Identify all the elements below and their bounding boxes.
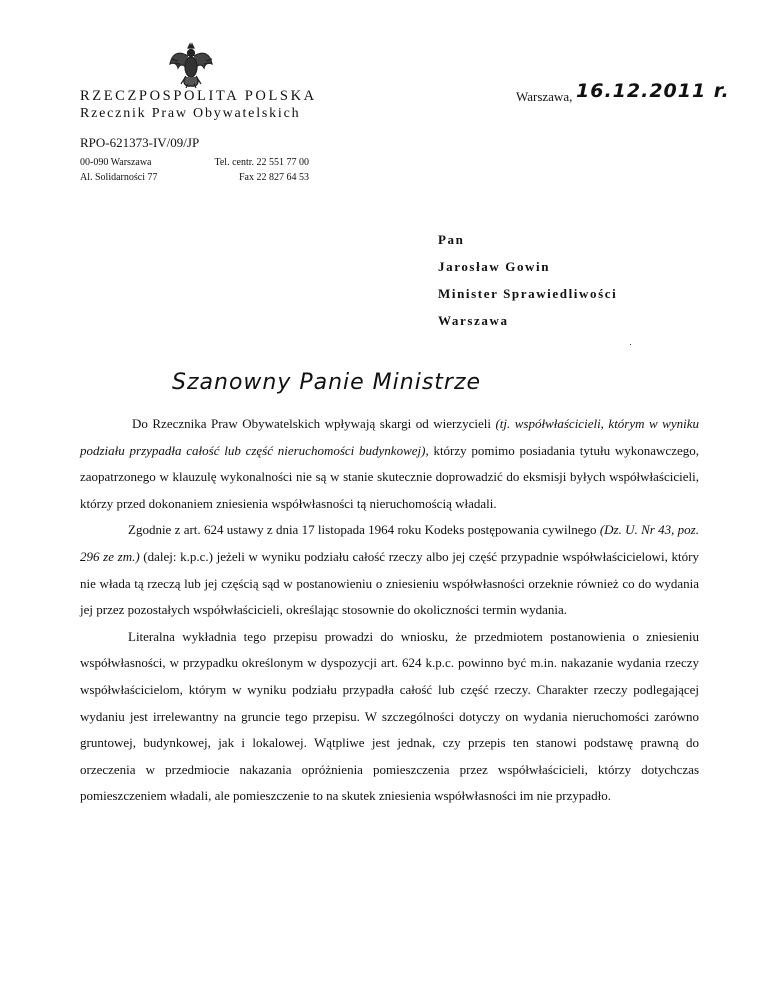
p1-text-end: którzy pomimo posiadania tytułu wykonawczego, zaopatrzonego w klauzulę wykonalności nie są w stanie skutecznie doprowadzić do eksmisji byłych współwłaścicieli, którzy przed dokonaniem zniesienia współwłasności tą nieruchomością władali. [80,442,699,511]
reference-number: RPO-621373-IV/09/JP [80,135,200,150]
handwritten-salutation: Szanowny Panie Ministrze [172,370,482,395]
paragraph-3: Literalna wykładnia tego przepisu prowadzi do wniosku, że przedmiotem postanowienia o zniesieniu współwłasności, w przypadku określonym w dyspozycji art. 624 k.p.c. powinno być m.in. nakazanie wydania rzeczy współwłaścicielom, którym w wyniku podziału przypadła całość lub część rzeczy. Charakter rzeczy podlegającej wydaniu jest irrelewantny na gruncie tego przepisu. W szczególności dotyczy on wydania nieruchomości zarówno gruntowej, budynkowej, jak i lokalowej. Wątpliwe jest jednak, czy przepis ten stanowi podstawę prawną do orzeczenia w przedmiocie nakazania opróżnienia pomieszczenia przez współwłaścicieli, którzy dotychczas pomieszczeniem władali, ale pomieszczenie to na skutek zniesienia współwłasności im nie przypadło. [80,628,699,804]
p1-text: Do Rzecznika Praw Obywatelskich wpływają skargi od wierzycieli [132,416,496,431]
organization-subtitle: Rzecznik Praw Obywatelskich [80,106,301,121]
fax-line: Fax 22 827 64 53 [239,172,309,183]
recipient-name: Jarosław Gowin [438,259,551,274]
sender-address [80,155,158,185]
recipient-city: Warszawa [438,313,509,328]
paragraph-1 [80,411,699,517]
p1-italic: (tj. współwłaścicieli, którym w wyniku podziału przypadła całość lub część nieruchomości budynkowej), [80,416,699,458]
phone-line: Tel. centr. 22 551 77 00 [214,157,309,168]
p2-text-end: (dalej: k.p.c.) jeżeli w wyniku podziału całość rzeczy albo jej część przypadnie współwłaścicielowi, który nie włada tą rzeczą lub jej częścią sąd w postanowieniu o zniesieniu współwłasności orzeknie również co do wydania jej przez pozostałych współwłaścicieli, określając stosownie do okoliczności termin wydania. [80,548,699,618]
eagle-emblem-icon [168,40,214,90]
letter-body [80,411,699,810]
recipient-title: Pan [438,232,465,247]
address-line: 00-090 Warszawa [80,157,152,168]
organization-name: RZECZPOSPOLITA POLSKA [80,88,317,104]
recipient-position: Minister Sprawiedliwości [438,286,618,301]
handwritten-date: 16.12.2011 r. [576,80,730,102]
address-line: Al. Solidarności 77 [80,172,158,183]
paragraph-2 [80,517,699,623]
p2-italic: (Dz. U. Nr 43, poz. 296 ze zm.) [80,522,699,564]
place-label: Warszawa, [516,89,573,104]
scan-speck [630,344,631,345]
sender-contact [202,155,309,185]
p2-text: Zgodnie z art. 624 ustawy z dnia 17 listopada 1964 roku Kodeks postępowania cywilnego [128,522,600,538]
